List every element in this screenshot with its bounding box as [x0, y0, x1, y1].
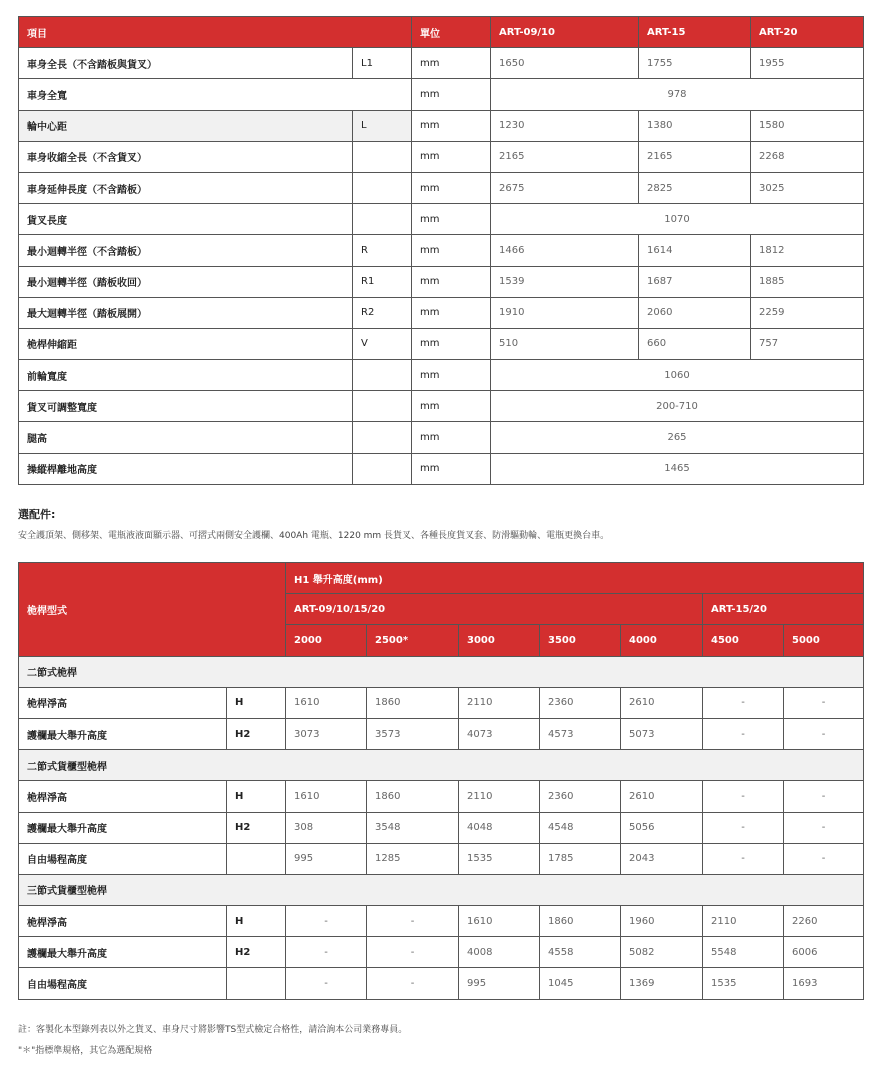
row-symbol: V — [353, 328, 412, 359]
row-value: 4073 — [459, 718, 540, 749]
options-title: 選配件: — [18, 508, 56, 521]
row-value: - — [286, 968, 367, 999]
row-label: 最大迴轉半徑（踏板展開） — [19, 297, 353, 328]
row-value: 1885 — [751, 266, 864, 297]
row-label: 護欄最大舉升高度 — [19, 718, 227, 749]
row-symbol: H — [227, 906, 286, 937]
header-model-1: ART-09/10 — [491, 17, 639, 48]
row-label: 桅桿淨高 — [19, 906, 227, 937]
table-row — [19, 718, 864, 749]
row-label: 最小迴轉半徑（不含踏板） — [19, 235, 353, 266]
row-value: 5056 — [621, 812, 703, 843]
row-value: 1535 — [459, 843, 540, 874]
row-value: 4548 — [540, 812, 621, 843]
row-value: 4008 — [459, 937, 540, 968]
row-value: 2165 — [491, 141, 639, 172]
section-row — [19, 874, 864, 905]
row-value: 1045 — [540, 968, 621, 999]
row-unit: mm — [412, 172, 491, 203]
row-value: - — [367, 906, 459, 937]
header-height: 4000 — [621, 625, 703, 656]
row-value: 3573 — [367, 718, 459, 749]
table-row — [19, 266, 864, 297]
section-title: 三節式貨櫃型桅桿 — [19, 874, 864, 905]
table-row — [19, 328, 864, 359]
row-value: 1860 — [367, 781, 459, 812]
row-value: 4558 — [540, 937, 621, 968]
header-model-2: ART-15 — [639, 17, 751, 48]
row-value: 1285 — [367, 843, 459, 874]
header-unit: 單位 — [412, 17, 491, 48]
row-value: - — [784, 781, 864, 812]
table-row — [19, 204, 864, 235]
row-merged-value: 200-710 — [491, 391, 864, 422]
row-value: 1580 — [751, 110, 864, 141]
row-value: 5548 — [703, 937, 784, 968]
spec-table — [18, 16, 864, 485]
table-row — [19, 906, 864, 937]
row-value: 1860 — [367, 687, 459, 718]
row-value: 3025 — [751, 172, 864, 203]
table-row — [19, 48, 864, 79]
row-value: 1610 — [286, 687, 367, 718]
row-merged-value: 1465 — [491, 453, 864, 484]
row-value: 308 — [286, 812, 367, 843]
row-value: 3548 — [367, 812, 459, 843]
row-merged-value: 265 — [491, 422, 864, 453]
table-row — [19, 391, 864, 422]
row-label: 輪中心距 — [19, 110, 353, 141]
header-group-1: ART-09/10/15/20 — [286, 594, 703, 625]
row-merged-value: 978 — [491, 79, 864, 110]
row-label: 桅桿淨高 — [19, 781, 227, 812]
row-symbol — [353, 141, 412, 172]
row-value: 1610 — [286, 781, 367, 812]
row-value: 4048 — [459, 812, 540, 843]
row-value: 1693 — [784, 968, 864, 999]
row-label: 車身收縮全長（不含貨叉） — [19, 141, 353, 172]
row-value: 1539 — [491, 266, 639, 297]
header-h1-lift-height: H1 舉升高度(mm) — [286, 563, 864, 594]
row-symbol — [353, 360, 412, 391]
row-label: 護欄最大舉升高度 — [19, 937, 227, 968]
row-value: 1466 — [491, 235, 639, 266]
row-label: 自由場程高度 — [19, 968, 227, 999]
row-value: - — [367, 937, 459, 968]
row-value: 2060 — [639, 297, 751, 328]
row-value: - — [784, 687, 864, 718]
row-symbol — [353, 391, 412, 422]
table-row — [19, 235, 864, 266]
row-unit: mm — [412, 328, 491, 359]
row-unit: mm — [412, 422, 491, 453]
row-value: 1755 — [639, 48, 751, 79]
section-title: 二節式貨櫃型桅桿 — [19, 750, 864, 781]
table-row — [19, 453, 864, 484]
row-label: 車身全寬 — [19, 79, 412, 110]
row-value: - — [784, 812, 864, 843]
table-row — [19, 79, 864, 110]
row-unit: mm — [412, 266, 491, 297]
header-group-2: ART-15/20 — [703, 594, 864, 625]
row-value: 1369 — [621, 968, 703, 999]
row-label: 桅桿伸縮距 — [19, 328, 353, 359]
row-value: 1960 — [621, 906, 703, 937]
row-value: - — [286, 937, 367, 968]
row-label: 車身全長（不含踏板與貨叉） — [19, 48, 353, 79]
table-row — [19, 687, 864, 718]
row-unit: mm — [412, 79, 491, 110]
row-value: 2110 — [459, 687, 540, 718]
row-value: - — [286, 906, 367, 937]
table-row — [19, 110, 864, 141]
header-height: 2500* — [367, 625, 459, 656]
row-merged-value: 1070 — [491, 204, 864, 235]
row-value: 2610 — [621, 687, 703, 718]
row-value: 2165 — [639, 141, 751, 172]
section-title: 二節式桅桿 — [19, 656, 864, 687]
row-value: 2360 — [540, 687, 621, 718]
row-unit: mm — [412, 235, 491, 266]
footnote-custom: 註：客製化本型錄列表以外之貨叉、車身尺寸將影響TS型式檢定合格性，請洽詢本公司業務專員。 — [18, 1025, 408, 1035]
row-value: 1687 — [639, 266, 751, 297]
footnote-standard: "＊"指標準規格，其它為選配規格 — [18, 1046, 153, 1056]
row-value: - — [703, 781, 784, 812]
row-value: 1650 — [491, 48, 639, 79]
row-value: 1535 — [703, 968, 784, 999]
row-symbol — [353, 204, 412, 235]
row-symbol: H2 — [227, 812, 286, 843]
row-unit: mm — [412, 391, 491, 422]
header-height: 4500 — [703, 625, 784, 656]
row-value: - — [703, 718, 784, 749]
header-height: 3500 — [540, 625, 621, 656]
mast-table — [18, 562, 864, 1000]
options-text: 安全護頂架、側移架、電瓶液液面顯示器、可摺式兩側安全護欄、400Ah 電瓶、1220 mm 長貨叉、各種長度貨叉套、防滑驅動輪、電瓶更換台車。 — [18, 531, 610, 541]
row-unit: mm — [412, 360, 491, 391]
section-row — [19, 750, 864, 781]
row-value: 2110 — [703, 906, 784, 937]
row-value: 3073 — [286, 718, 367, 749]
row-label: 前輪寬度 — [19, 360, 353, 391]
row-value: 1812 — [751, 235, 864, 266]
row-value: - — [703, 843, 784, 874]
section-row — [19, 656, 864, 687]
row-symbol: R — [353, 235, 412, 266]
row-value: 1614 — [639, 235, 751, 266]
row-label: 桅桿淨高 — [19, 687, 227, 718]
row-symbol — [227, 843, 286, 874]
row-value: 5082 — [621, 937, 703, 968]
row-value: 1380 — [639, 110, 751, 141]
row-value: 5073 — [621, 718, 703, 749]
row-symbol: H2 — [227, 718, 286, 749]
header-height: 2000 — [286, 625, 367, 656]
table-row — [19, 937, 864, 968]
row-value: 1955 — [751, 48, 864, 79]
row-value: 4573 — [540, 718, 621, 749]
row-unit: mm — [412, 110, 491, 141]
mast-header-row — [19, 563, 864, 594]
row-merged-value: 1060 — [491, 360, 864, 391]
row-value: 2675 — [491, 172, 639, 203]
row-value: - — [784, 843, 864, 874]
table-row — [19, 843, 864, 874]
table-row — [19, 422, 864, 453]
row-value: 1610 — [459, 906, 540, 937]
row-symbol — [353, 453, 412, 484]
header-item: 項目 — [19, 17, 412, 48]
row-label: 最小迴轉半徑（踏板收回） — [19, 266, 353, 297]
row-label: 護欄最大舉升高度 — [19, 812, 227, 843]
row-value: 757 — [751, 328, 864, 359]
row-symbol — [353, 422, 412, 453]
row-unit: mm — [412, 141, 491, 172]
header-height: 5000 — [784, 625, 864, 656]
header-mast-type: 桅桿型式 — [19, 563, 286, 657]
row-value: 510 — [491, 328, 639, 359]
row-symbol: R2 — [353, 297, 412, 328]
row-symbol: H2 — [227, 937, 286, 968]
row-value: - — [703, 812, 784, 843]
row-label: 自由場程高度 — [19, 843, 227, 874]
row-value: 2259 — [751, 297, 864, 328]
spec-header-row — [19, 17, 864, 48]
table-row — [19, 141, 864, 172]
row-unit: mm — [412, 204, 491, 235]
row-symbol: H — [227, 781, 286, 812]
row-unit: mm — [412, 453, 491, 484]
row-label: 貨叉可調整寬度 — [19, 391, 353, 422]
row-unit: mm — [412, 48, 491, 79]
row-value: 1785 — [540, 843, 621, 874]
row-symbol: R1 — [353, 266, 412, 297]
row-symbol: L1 — [353, 48, 412, 79]
row-value: 1230 — [491, 110, 639, 141]
table-row — [19, 812, 864, 843]
row-label: 腿高 — [19, 422, 353, 453]
row-unit: mm — [412, 297, 491, 328]
row-value: - — [367, 968, 459, 999]
table-row — [19, 781, 864, 812]
table-row — [19, 172, 864, 203]
header-model-3: ART-20 — [751, 17, 864, 48]
row-label: 貨叉長度 — [19, 204, 353, 235]
row-value: 2260 — [784, 906, 864, 937]
row-symbol — [353, 172, 412, 203]
row-label: 車身延伸長度（不含踏板） — [19, 172, 353, 203]
row-value: 2043 — [621, 843, 703, 874]
row-value: 2110 — [459, 781, 540, 812]
row-value: - — [784, 718, 864, 749]
row-label: 操縱桿離地高度 — [19, 453, 353, 484]
row-value: - — [703, 687, 784, 718]
header-height: 3000 — [459, 625, 540, 656]
row-value: 660 — [639, 328, 751, 359]
row-value: 2825 — [639, 172, 751, 203]
row-value: 6006 — [784, 937, 864, 968]
row-value: 2360 — [540, 781, 621, 812]
table-row — [19, 360, 864, 391]
row-value: 995 — [459, 968, 540, 999]
row-value: 1910 — [491, 297, 639, 328]
table-row — [19, 297, 864, 328]
row-symbol: H — [227, 687, 286, 718]
table-row — [19, 968, 864, 999]
row-value: 1860 — [540, 906, 621, 937]
row-value: 995 — [286, 843, 367, 874]
row-value: 2268 — [751, 141, 864, 172]
row-symbol: L — [353, 110, 412, 141]
row-symbol — [227, 968, 286, 999]
row-value: 2610 — [621, 781, 703, 812]
